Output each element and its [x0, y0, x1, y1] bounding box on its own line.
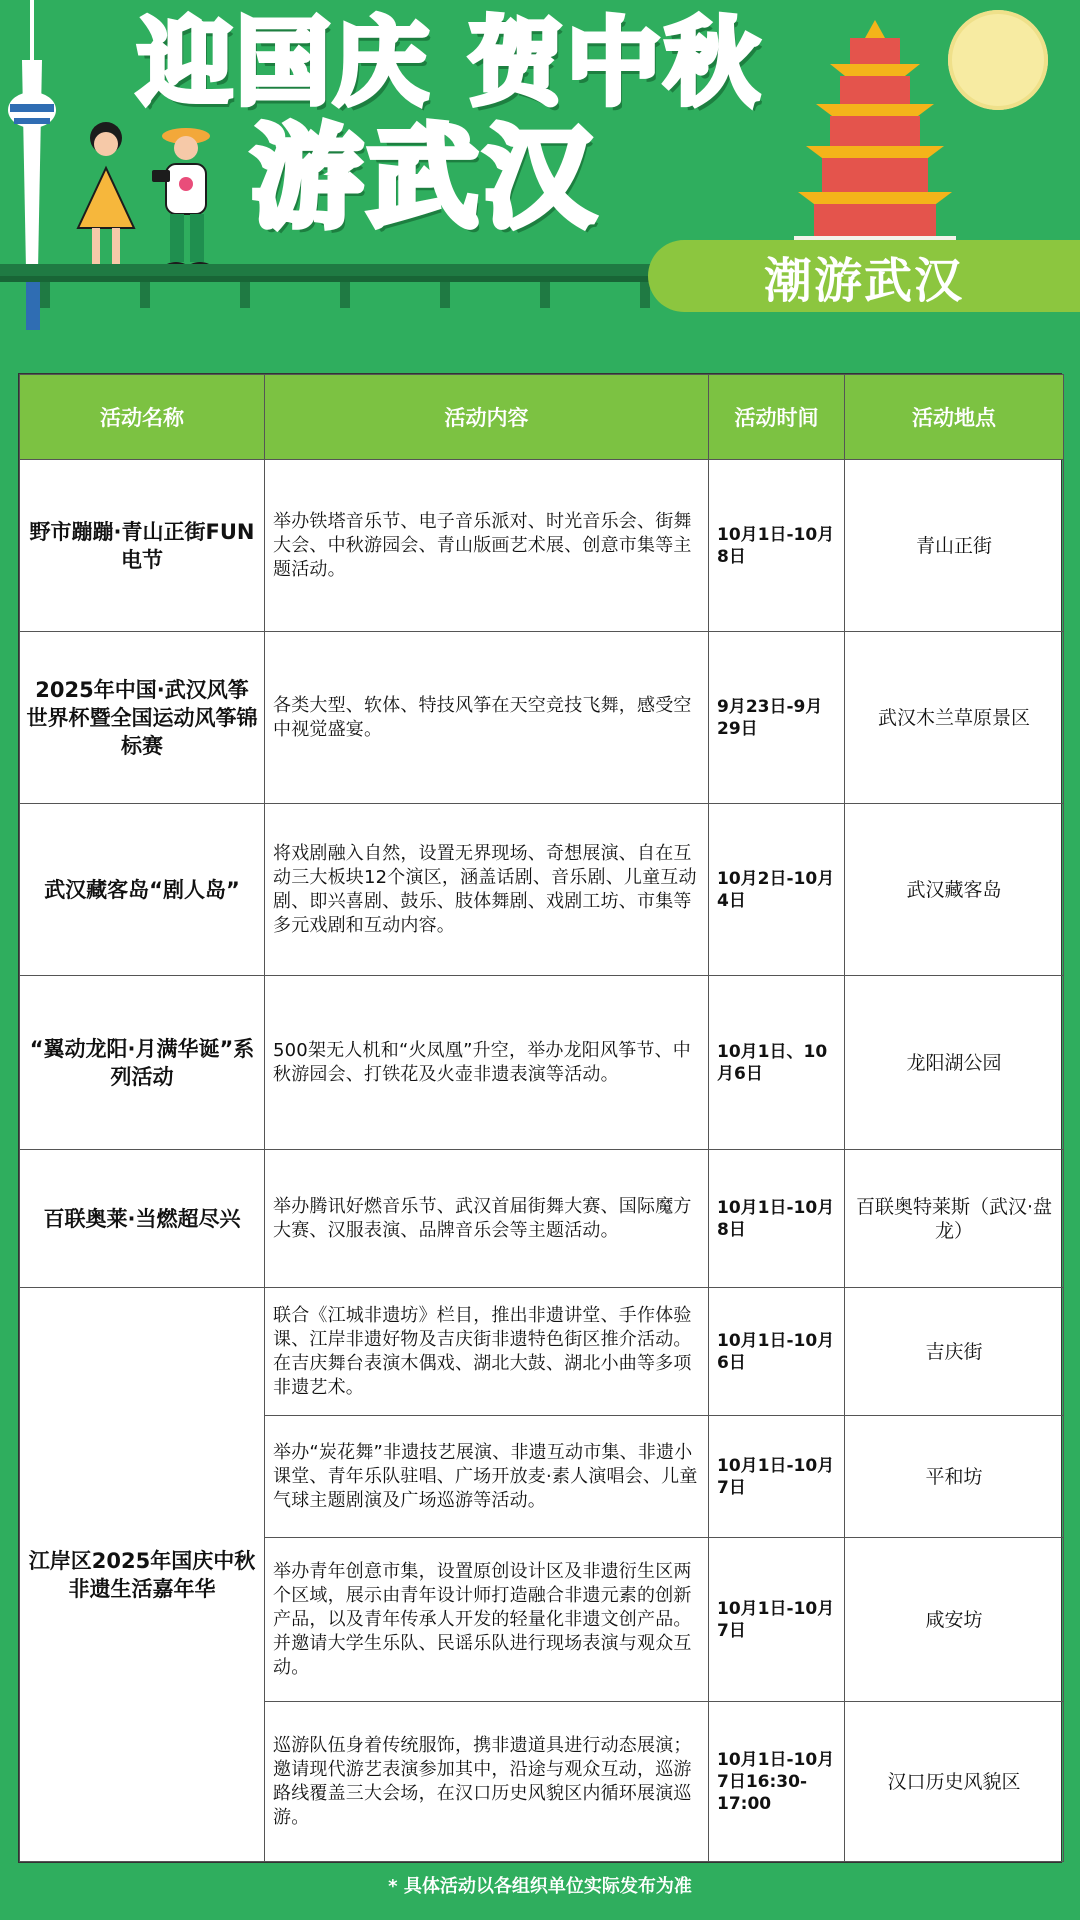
table-row — [20, 804, 1064, 976]
activity-time: 9月23日-9月29日 — [709, 632, 845, 804]
activity-place: 汉口历史风貌区 — [845, 1702, 1064, 1862]
activity-name-group: 江岸区2025年国庆中秋非遗生活嘉年华 — [20, 1288, 265, 1862]
activity-content: 将戏剧融入自然，设置无界现场、奇想展演、自在互动三大板块12个演区，涵盖话剧、音乐剧、儿童互动剧、即兴喜剧、鼓乐、肢体舞剧、戏剧工坊、市集等多元戏剧和互动内容。 — [265, 804, 709, 976]
activity-content: 联合《江城非遗坊》栏目，推出非遗讲堂、手作体验课、江岸非遗好物及吉庆街非遗特色街区推介活动。在吉庆舞台表演木偶戏、湖北大鼓、湖北小曲等多项非遗艺术。 — [265, 1288, 709, 1416]
activity-content: 举办腾讯好燃音乐节、武汉首届街舞大赛、国际魔方大赛、汉服表演、品牌音乐会等主题活动。 — [265, 1150, 709, 1288]
activity-place: 百联奥特莱斯（武汉·盘龙） — [845, 1150, 1064, 1288]
activity-time: 10月1日-10月7日 — [709, 1538, 845, 1702]
banner-title-line1: 迎国庆 贺中秋 — [138, 9, 763, 118]
activity-name: 百联奥莱·当燃超尽兴 — [20, 1150, 265, 1288]
activity-place: 龙阳湖公园 — [845, 976, 1064, 1150]
activity-content: 500架无人机和“火凤凰”升空，举办龙阳风筝节、中秋游园会、打铁花及火壶非遗表演等活动。 — [265, 976, 709, 1150]
activity-name: 野市蹦蹦·青山正街FUN电节 — [20, 460, 265, 632]
table-row — [20, 632, 1064, 804]
table-row — [20, 976, 1064, 1150]
activity-place: 武汉木兰草原景区 — [845, 632, 1064, 804]
banner-title-line2: 游武汉 — [252, 114, 600, 242]
banner-subtitle-pill — [648, 240, 1080, 312]
activity-content: 巡游队伍身着传统服饰，携非遗道具进行动态展演；邀请现代游艺表演参加其中，沿途与观众互动，巡游路线覆盖三大会场，在汉口历史风貌区内循环展演巡游。 — [265, 1702, 709, 1862]
activity-time: 10月1日-10月7日 — [709, 1416, 845, 1538]
activity-time: 10月1日-10月8日 — [709, 460, 845, 632]
activity-place: 武汉藏客岛 — [845, 804, 1064, 976]
header-activity-name: 活动名称 — [20, 375, 265, 460]
activity-name: “翼动龙阳·月满华诞”系列活动 — [20, 976, 265, 1150]
activity-content: 举办铁塔音乐节、电子音乐派对、时光音乐会、街舞大会、中秋游园会、青山版画艺术展、创意市集等主题活动。 — [265, 460, 709, 632]
moon-illustration — [948, 10, 1048, 110]
activity-time: 10月1日-10月7日16:30-17:00 — [709, 1702, 845, 1862]
activity-place: 青山正街 — [845, 460, 1064, 632]
activity-time: 10月2日-10月4日 — [709, 804, 845, 976]
activity-table — [18, 373, 1062, 1863]
activity-name: 2025年中国·武汉风筝世界杯暨全国运动风筝锦标赛 — [20, 632, 265, 804]
activity-time: 10月1日-10月6日 — [709, 1288, 845, 1416]
banner-subtitle: 潮游武汉 — [763, 252, 964, 309]
activity-place: 吉庆街 — [845, 1288, 1064, 1416]
yellow-crane-tower-illustration — [790, 20, 960, 250]
table-row — [20, 460, 1064, 632]
table-row — [20, 1150, 1064, 1288]
activity-place: 咸安坊 — [845, 1538, 1064, 1702]
header-activity-time: 活动时间 — [709, 375, 845, 460]
activity-time: 10月1日-10月8日 — [709, 1150, 845, 1288]
activity-content: 各类大型、软体、特技风筝在天空竞技飞舞，感受空中视觉盛宴。 — [265, 632, 709, 804]
header-activity-content: 活动内容 — [265, 375, 709, 460]
activity-content: 举办青年创意市集，设置原创设计区及非遗衍生区两个区域，展示由青年设计师打造融合非遗元素的创新产品，以及青年传承人开发的轻量化非遗文创产品。并邀请大学生乐队、民谣乐队进行现场表演与观众互动。 — [265, 1538, 709, 1702]
activity-time: 10月1日、10月6日 — [709, 976, 845, 1150]
activity-name: 武汉藏客岛“剧人岛” — [20, 804, 265, 976]
footnote: * 具体活动以各组织单位实际发布为准 — [388, 1876, 692, 1897]
activity-content: 举办“炭花舞”非遗技艺展演、非遗互动市集、非遗小课堂、青年乐队驻唱、广场开放麦·素人演唱会、儿童气球主题剧演及广场巡游等活动。 — [265, 1416, 709, 1538]
header-activity-place: 活动地点 — [845, 375, 1064, 460]
table-header-row — [20, 375, 1064, 460]
header-banner — [0, 0, 1080, 340]
table-row — [20, 1288, 1064, 1416]
activity-place: 平和坊 — [845, 1416, 1064, 1538]
